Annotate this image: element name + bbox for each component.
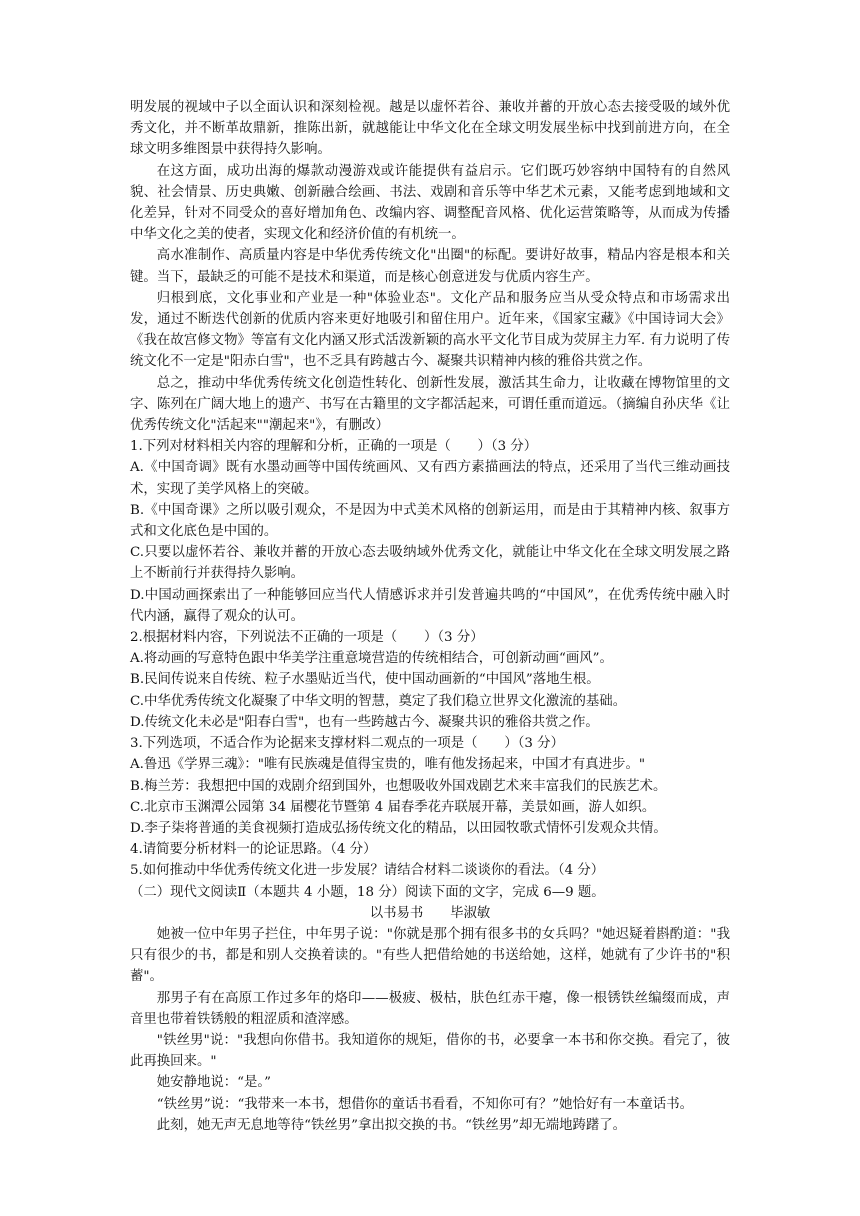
- paragraph: 归根到底，文化事业和产业是一种"体验业态"。文化产品和服务应当从受众特点和市场需求出发，通过不断迭代创新的优质内容来更好地吸引和留住用户。近年来，《国家宝藏》《中国诗词大会》《我在故宫修文物》等富有文化内涵又形式活泼新颖的高水平文化节目成为荧屏主力军. 有力说明了传统文化不一定是"阳赤白雪"，也不乏具有跨越古今、凝聚共识精神内核的雅俗共赏之作。: [130, 290, 730, 370]
- paragraph: 她安静地说：“是。”: [156, 1075, 271, 1091]
- option-3c: C.北京市玉渊潭公园第 34 届樱花节暨第 4 届春季花卉联展开幕，美景如画，游人如织。: [130, 799, 656, 815]
- question-2: 2.根据材料内容，下列说法不正确的一项是（ ）（3 分）: [130, 630, 484, 646]
- option-3d: D.李子柒将普通的美食视频打造成弘扬传统文化的精品，以田园牧歌式情怀引发观众共情。: [130, 820, 667, 836]
- question-5: 5.如何推动中华优秀传统文化进一步发展？请结合材料二谈谈你的看法。（4 分）: [130, 863, 605, 879]
- paragraph: 总之，推动中华优秀传统文化创造性转化、创新性发展，激活其生命力，让收藏在博物馆里的文字、陈列在广阔大地上的遗产、书写在古籍里的文字都活起来，可谓任重而道远。（摘编自孙庆华《让优秀传统文化"活起来""潮起来"》，有删改）: [130, 375, 730, 434]
- question-1: 1.下列对材料相关内容的理解和分析，正确的一项是（ ）（3 分）: [130, 439, 538, 455]
- document-page: [130, 97, 730, 1136]
- option-2b: B.民间传说来自传统、粒子水墨贴近当代，使中国动画新的“中国风”落地生根。: [130, 672, 600, 688]
- paragraph: 她被一位中年男子拦住，中年男子说："你就是那个拥有很多书的女兵吗？"她迟疑着斟酌道："我只有很少的书，都是和别人交换着读的。"有些人把借给她的书送给她，这样，她就有了少许书的"积蓄"。: [130, 926, 730, 985]
- option-3a: A.鲁迅《学界三魂》："唯有民族魂是值得宝贵的，唯有他发扬起来，中国才有真进步。": [130, 757, 645, 773]
- question-4: 4.请简要分析材料一的论证思路。（4 分）: [130, 842, 377, 858]
- section-heading: （二）现代文阅读Ⅱ（本题共 4 小题，18 分）阅读下面的文字，完成 6—9 题。: [130, 884, 605, 900]
- option-1c: C.只要以虚怀若谷、兼收并蓄的开放心态去吸纳域外优秀文化，就能让中华文化在全球文明发展之路上不断前行并获得持久影响。: [130, 545, 730, 582]
- option-2d: D.传统文化未必是"阳春白雪"，也有一些跨越古今、凝聚共识的雅俗共赏之作。: [130, 714, 599, 730]
- paragraph: 明发展的视域中子以全面认识和深刻检视。越是以虚怀若谷、兼收并蓄的开放心态去接受吸的域外优秀文化，并不断革故鼎新，推陈出新，就越能让中华文化在全球文明发展坐标中找到前进方向，在全球文明多维图景中获得持久影响。: [130, 100, 730, 158]
- question-3: 3.下列选项，不适合作为论据来支撑材料二观点的一项是（ ）（3 分）: [130, 736, 564, 752]
- option-2c: C.中华优秀传统文化凝聚了中华文明的智慧，奠定了我们稳立世界文化激流的基础。: [130, 693, 627, 709]
- paragraph: "铁丝男"说："我想向你借书。我知道你的规矩，借你的书，必要拿一本书和你交换。看完了，彼此再换回来。": [130, 1032, 730, 1070]
- option-2a: A.将动画的写意特色跟中华美学注重意境营造的传统相结合，可创新动画“画风”。: [130, 651, 613, 667]
- option-1a: A.《中国奇调》既有水墨动画等中国传统画风、又有西方素描画法的特点，还采用了当代三维动画技术，实现了美学风格上的突破。: [130, 460, 730, 497]
- option-3b: B.梅兰芳：我想把中国的戏剧介绍到国外，也想吸收外国戏剧艺术来丰富我们的民族艺术。: [130, 778, 667, 794]
- paragraph: 高水准制作、高质量内容是中华优秀传统文化"出圈"的标配。要讲好故事，精品内容是根本和关键。当下，最缺乏的可能不是技术和渠道，而是核心创意迸发与优质内容生产。: [130, 248, 730, 285]
- paragraph: “铁丝男”说：“我带来一本书，想借你的童话书看看，不知你可有？”她恰好有一本童话书。: [156, 1096, 694, 1112]
- paragraph: 在这方面，成功出海的爆款动漫游戏或许能提供有益启示。它们既巧妙容纳中国特有的自然风貌、社会情景、历史典嫩、创新融合绘画、书法、戏剧和音乐等中华艺术元素，又能考虑到地域和文化差异，针对不同受众的喜好增加角色、改编内容、调整配音风格、优化运营策略等，从而成为传播中华文化之美的使者，实现文化和经济价值的有机统一。: [130, 163, 730, 243]
- paragraph: 此刻，她无声无息地等待“铁丝男”拿出拟交换的书。“铁丝男”却无端地踌躇了。: [156, 1117, 627, 1133]
- option-1d: D.中国动画探索出了一种能够回应当代人情感诉求并引发普遍共鸣的“中国风”，在优秀传统中融入时代内涵，赢得了观众的认可。: [130, 587, 730, 624]
- paragraph: 那男子有在高原工作过多年的烙印——极疲、极枯，肤色红赤干瘪，像一根锈铁丝编缀而成，声音里也带着铁锈般的粗涩质和渣滓感。: [130, 990, 730, 1027]
- option-1b: B.《中国奇课》之所以吸引观众，不是因为中式美术风格的创新运用，而是由于其精神内核、叙事方式和文化底色是中国的。: [130, 502, 730, 540]
- story-title: 以书易书 毕淑敏: [369, 905, 491, 921]
